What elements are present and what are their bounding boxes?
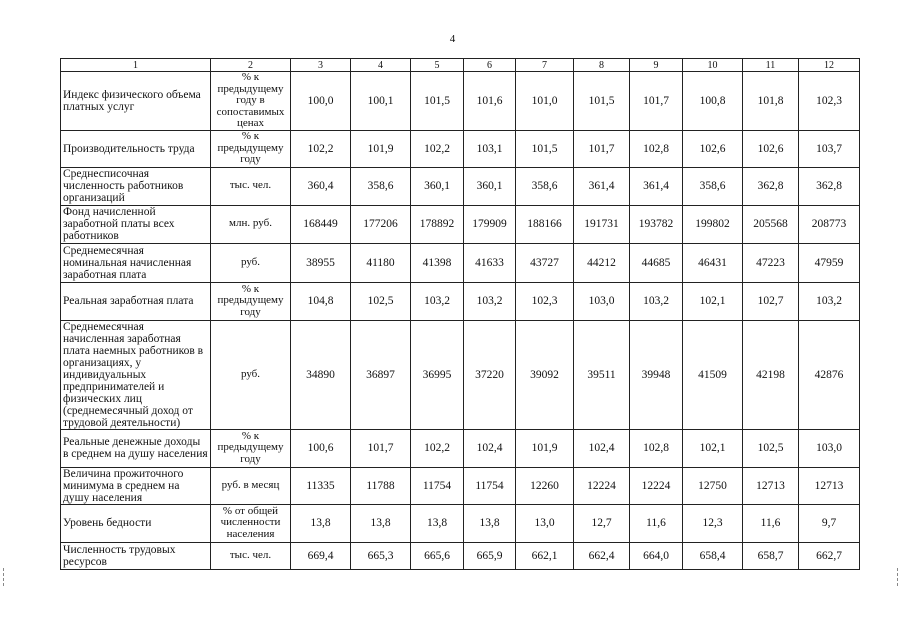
value-cell: 101,0 xyxy=(516,72,574,131)
value-cell: 199802 xyxy=(683,205,743,243)
column-number-header: 12 xyxy=(799,59,860,72)
value-cell: 100,6 xyxy=(291,429,351,467)
value-cell: 13,0 xyxy=(516,504,574,542)
value-cell: 101,5 xyxy=(411,72,464,131)
indicator-cell: Среднемесячная начисленная заработная плата наемных работников в организациях, у индивидуальных предпринимателей и физических лиц (среднемесячный доход от трудовой деятельности) xyxy=(61,320,211,429)
value-cell: 12713 xyxy=(743,467,799,504)
value-cell: 34890 xyxy=(291,320,351,429)
value-cell: 662,7 xyxy=(799,542,860,569)
value-cell: 12260 xyxy=(516,467,574,504)
value-cell: 13,8 xyxy=(411,504,464,542)
value-cell: 47223 xyxy=(743,243,799,282)
value-cell: 39948 xyxy=(630,320,683,429)
value-cell: 100,0 xyxy=(291,72,351,131)
value-cell: 12224 xyxy=(574,467,630,504)
value-cell: 101,9 xyxy=(351,130,411,167)
value-cell: 11,6 xyxy=(743,504,799,542)
value-cell: 358,6 xyxy=(516,167,574,205)
value-cell: 41398 xyxy=(411,243,464,282)
value-cell: 102,5 xyxy=(351,282,411,320)
value-cell: 39092 xyxy=(516,320,574,429)
column-number-header: 5 xyxy=(411,59,464,72)
table-row xyxy=(61,542,860,569)
column-number-header: 4 xyxy=(351,59,411,72)
column-number-header: 10 xyxy=(683,59,743,72)
value-cell: 11788 xyxy=(351,467,411,504)
value-cell: 13,8 xyxy=(464,504,516,542)
value-cell: 188166 xyxy=(516,205,574,243)
value-cell: 665,6 xyxy=(411,542,464,569)
value-cell: 36995 xyxy=(411,320,464,429)
value-cell: 11,6 xyxy=(630,504,683,542)
unit-cell: % от общей численности населения xyxy=(211,504,291,542)
value-cell: 102,4 xyxy=(574,429,630,467)
value-cell: 101,7 xyxy=(630,72,683,131)
value-cell: 103,0 xyxy=(799,429,860,467)
unit-cell: руб. xyxy=(211,243,291,282)
value-cell: 101,7 xyxy=(351,429,411,467)
value-cell: 178892 xyxy=(411,205,464,243)
value-cell: 103,2 xyxy=(464,282,516,320)
value-cell: 44685 xyxy=(630,243,683,282)
value-cell: 43727 xyxy=(516,243,574,282)
table-row xyxy=(61,467,860,504)
value-cell: 177206 xyxy=(351,205,411,243)
value-cell: 102,8 xyxy=(630,429,683,467)
value-cell: 102,3 xyxy=(516,282,574,320)
value-cell: 361,4 xyxy=(630,167,683,205)
value-cell: 102,2 xyxy=(411,130,464,167)
unit-cell: % к предыдущему году в сопоставимых ценах xyxy=(211,72,291,131)
value-cell: 102,4 xyxy=(464,429,516,467)
value-cell: 12713 xyxy=(799,467,860,504)
value-cell: 44212 xyxy=(574,243,630,282)
value-cell: 360,1 xyxy=(411,167,464,205)
indicator-cell: Величина прожиточного минимума в среднем на душу населения xyxy=(61,467,211,504)
table-row xyxy=(61,72,860,131)
indicator-cell: Индекс физического объема платных услуг xyxy=(61,72,211,131)
value-cell: 102,2 xyxy=(411,429,464,467)
value-cell: 191731 xyxy=(574,205,630,243)
value-cell: 664,0 xyxy=(630,542,683,569)
indicator-cell: Среднесписочная численность работников организаций xyxy=(61,167,211,205)
value-cell: 13,8 xyxy=(291,504,351,542)
indicator-cell: Численность трудовых ресурсов xyxy=(61,542,211,569)
value-cell: 168449 xyxy=(291,205,351,243)
indicators-table xyxy=(60,58,860,570)
value-cell: 362,8 xyxy=(799,167,860,205)
table-row xyxy=(61,167,860,205)
value-cell: 103,2 xyxy=(411,282,464,320)
value-cell: 658,7 xyxy=(743,542,799,569)
value-cell: 205568 xyxy=(743,205,799,243)
table-row xyxy=(61,243,860,282)
unit-cell: млн. руб. xyxy=(211,205,291,243)
value-cell: 101,6 xyxy=(464,72,516,131)
table-row xyxy=(61,504,860,542)
unit-cell: % к предыдущему году xyxy=(211,429,291,467)
value-cell: 13,8 xyxy=(351,504,411,542)
value-cell: 103,1 xyxy=(464,130,516,167)
value-cell: 41633 xyxy=(464,243,516,282)
column-number-header: 1 xyxy=(61,59,211,72)
value-cell: 358,6 xyxy=(683,167,743,205)
value-cell: 42198 xyxy=(743,320,799,429)
table-row xyxy=(61,205,860,243)
indicator-cell: Производительность труда xyxy=(61,130,211,167)
value-cell: 12,3 xyxy=(683,504,743,542)
value-cell: 11754 xyxy=(411,467,464,504)
value-cell: 102,5 xyxy=(743,429,799,467)
value-cell: 102,6 xyxy=(683,130,743,167)
column-number-header: 3 xyxy=(291,59,351,72)
value-cell: 208773 xyxy=(799,205,860,243)
value-cell: 360,4 xyxy=(291,167,351,205)
value-cell: 100,8 xyxy=(683,72,743,131)
value-cell: 101,5 xyxy=(574,72,630,131)
unit-cell: руб. в месяц xyxy=(211,467,291,504)
unit-cell: % к предыдущему году xyxy=(211,282,291,320)
page-number: 4 xyxy=(449,33,456,45)
value-cell: 102,7 xyxy=(743,282,799,320)
value-cell: 39511 xyxy=(574,320,630,429)
table-row xyxy=(61,130,860,167)
table-row xyxy=(61,429,860,467)
value-cell: 42876 xyxy=(799,320,860,429)
value-cell: 665,9 xyxy=(464,542,516,569)
value-cell: 662,1 xyxy=(516,542,574,569)
value-cell: 41180 xyxy=(351,243,411,282)
value-cell: 658,4 xyxy=(683,542,743,569)
value-cell: 36897 xyxy=(351,320,411,429)
table-row xyxy=(61,282,860,320)
table-row xyxy=(61,320,860,429)
column-number-header: 6 xyxy=(464,59,516,72)
value-cell: 12224 xyxy=(630,467,683,504)
unit-cell: тыс. чел. xyxy=(211,542,291,569)
value-cell: 46431 xyxy=(683,243,743,282)
value-cell: 665,3 xyxy=(351,542,411,569)
indicator-cell: Уровень бедности xyxy=(61,504,211,542)
value-cell: 102,2 xyxy=(291,130,351,167)
value-cell: 101,9 xyxy=(516,429,574,467)
header-row xyxy=(61,59,860,72)
value-cell: 102,1 xyxy=(683,429,743,467)
indicator-cell: Реальная заработная плата xyxy=(61,282,211,320)
column-number-header: 2 xyxy=(211,59,291,72)
value-cell: 101,7 xyxy=(574,130,630,167)
value-cell: 193782 xyxy=(630,205,683,243)
value-cell: 362,8 xyxy=(743,167,799,205)
column-number-header: 11 xyxy=(743,59,799,72)
indicator-cell: Реальные денежные доходы в среднем на душу населения xyxy=(61,429,211,467)
unit-cell: % к предыдущему году xyxy=(211,130,291,167)
value-cell: 361,4 xyxy=(574,167,630,205)
indicator-cell: Фонд начисленной заработной платы всех работников xyxy=(61,205,211,243)
column-number-header: 8 xyxy=(574,59,630,72)
value-cell: 41509 xyxy=(683,320,743,429)
unit-cell: руб. xyxy=(211,320,291,429)
value-cell: 360,1 xyxy=(464,167,516,205)
value-cell: 101,5 xyxy=(516,130,574,167)
value-cell: 103,0 xyxy=(574,282,630,320)
value-cell: 37220 xyxy=(464,320,516,429)
value-cell: 11335 xyxy=(291,467,351,504)
page-edge-mark-left xyxy=(3,568,8,586)
value-cell: 179909 xyxy=(464,205,516,243)
value-cell: 669,4 xyxy=(291,542,351,569)
value-cell: 103,7 xyxy=(799,130,860,167)
value-cell: 101,8 xyxy=(743,72,799,131)
value-cell: 9,7 xyxy=(799,504,860,542)
value-cell: 102,3 xyxy=(799,72,860,131)
value-cell: 11754 xyxy=(464,467,516,504)
value-cell: 102,1 xyxy=(683,282,743,320)
column-number-header: 7 xyxy=(516,59,574,72)
value-cell: 104,8 xyxy=(291,282,351,320)
value-cell: 102,8 xyxy=(630,130,683,167)
value-cell: 102,6 xyxy=(743,130,799,167)
value-cell: 103,2 xyxy=(630,282,683,320)
value-cell: 100,1 xyxy=(351,72,411,131)
value-cell: 358,6 xyxy=(351,167,411,205)
value-cell: 47959 xyxy=(799,243,860,282)
value-cell: 12,7 xyxy=(574,504,630,542)
unit-cell: тыс. чел. xyxy=(211,167,291,205)
value-cell: 12750 xyxy=(683,467,743,504)
value-cell: 38955 xyxy=(291,243,351,282)
value-cell: 103,2 xyxy=(799,282,860,320)
page-edge-mark-right xyxy=(897,568,902,586)
indicator-cell: Среднемесячная номинальная начисленная заработная плата xyxy=(61,243,211,282)
value-cell: 662,4 xyxy=(574,542,630,569)
column-number-header: 9 xyxy=(630,59,683,72)
